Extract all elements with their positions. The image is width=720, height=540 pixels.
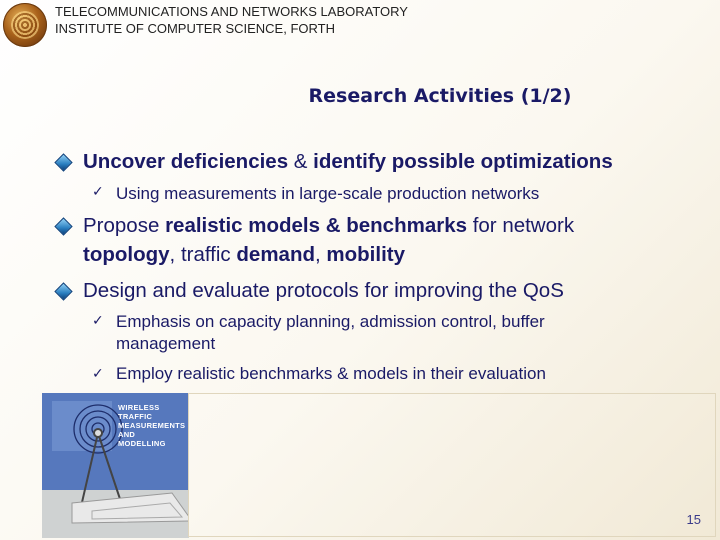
forth-logo bbox=[3, 3, 47, 47]
bullet-2-bold: topology bbox=[83, 243, 170, 266]
bullet-3-sub-2: Employ realistic benchmarks & models in their evaluation bbox=[116, 364, 546, 383]
panel-caption-line: TRAFFIC bbox=[118, 412, 153, 421]
panel-caption bbox=[118, 403, 185, 448]
bullet-2-line-2 bbox=[83, 241, 405, 269]
diamond-bullet-icon bbox=[54, 153, 72, 171]
bullet-2-bold: realistic models & benchmarks bbox=[165, 214, 467, 237]
bullet-2-seg: Propose bbox=[83, 214, 166, 237]
bullet-1 bbox=[83, 148, 613, 176]
header-line-1: TELECOMMUNICATIONS AND NETWORKS LABORATORY bbox=[55, 4, 408, 19]
panel-caption-line: AND bbox=[118, 430, 136, 439]
bullet-3: Design and evaluate protocols for improving the QoS bbox=[83, 279, 564, 302]
checkmark-icon: ✓ bbox=[92, 313, 104, 329]
bullet-2-seg: for network bbox=[467, 214, 575, 237]
wireless-traffic-logo bbox=[42, 393, 189, 538]
bullet-1-plain: & bbox=[288, 150, 314, 173]
bullet-3-sub-1: Emphasis on capacity planning, admission control, buffer management bbox=[116, 312, 545, 353]
panel-caption-line: MEASUREMENTS bbox=[118, 421, 186, 430]
diamond-bullet-icon bbox=[54, 282, 72, 300]
bullet-2-bold: mobility bbox=[326, 243, 405, 266]
diamond-bullet-icon bbox=[54, 217, 72, 235]
page-number: 15 bbox=[686, 512, 701, 527]
slide-title: Research Activities (1/2) bbox=[308, 85, 572, 107]
slide-footer-frame bbox=[188, 393, 716, 537]
bullet-2-seg: , traffic bbox=[169, 243, 237, 266]
bullet-2-bold: demand bbox=[236, 243, 315, 266]
checkmark-icon: ✓ bbox=[92, 366, 104, 382]
checkmark-icon: ✓ bbox=[92, 184, 104, 200]
panel-caption-line: MODELLING bbox=[118, 439, 166, 448]
bullet-1-sub-1: Using measurements in large-scale production networks bbox=[116, 184, 540, 203]
bullet-2-line-1 bbox=[83, 212, 574, 240]
bullet-1-bold-b: identify possible optimizations bbox=[313, 150, 613, 173]
bullet-2-seg: , bbox=[315, 243, 327, 266]
panel-caption-line: WIRELESS bbox=[118, 403, 160, 412]
header-line-2: INSTITUTE OF COMPUTER SCIENCE, FORTH bbox=[55, 21, 335, 36]
lab-header bbox=[55, 3, 408, 37]
bullet-1-bold-a: Uncover deficiencies bbox=[83, 150, 289, 173]
